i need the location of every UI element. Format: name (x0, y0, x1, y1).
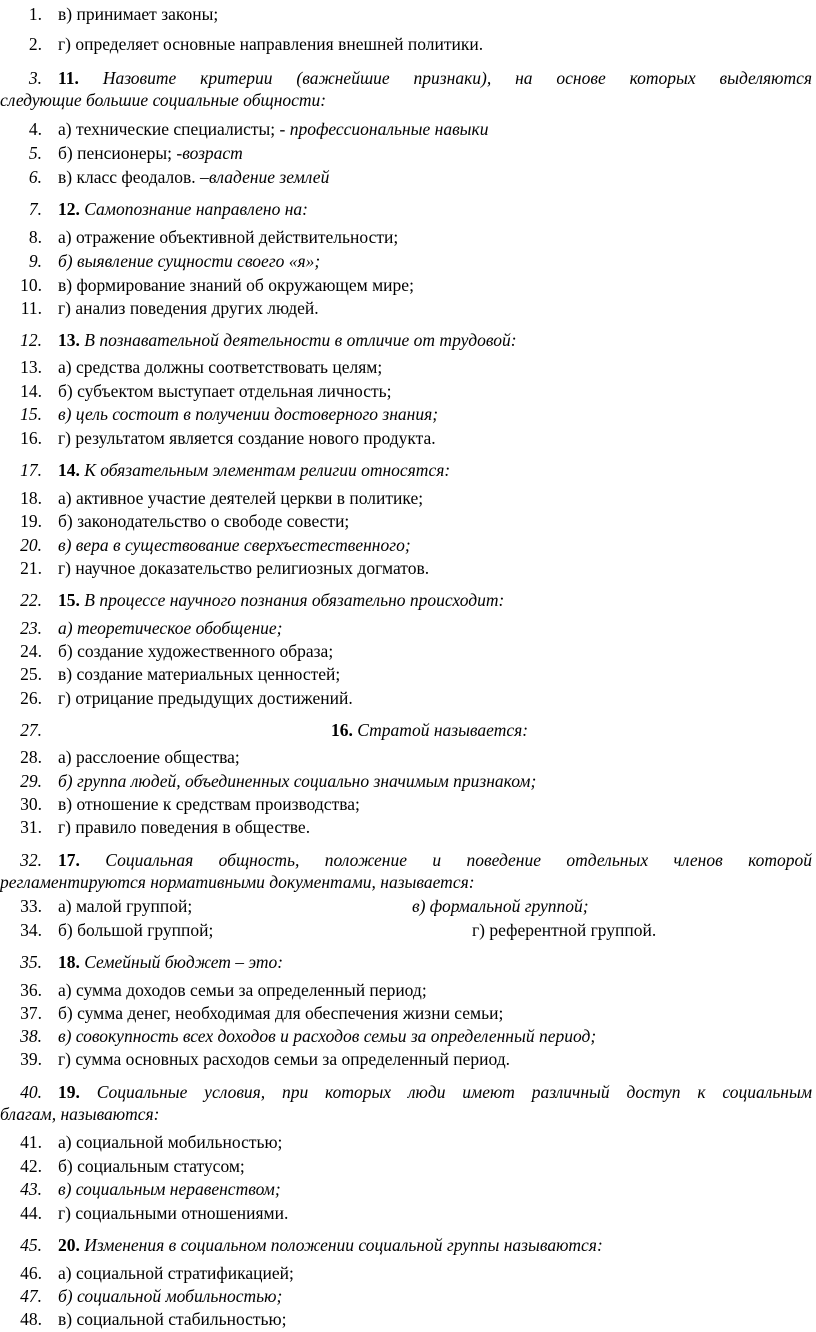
question-heading: 40. 19. Социальные условия, при которых люди имеют различный доступ к социальным благам, называются: (0, 1082, 812, 1124)
question-heading: 32. 17. Социальная общность, положение и поведение отдельных членов которой регламентируются нормативными документами, называется: (0, 850, 813, 892)
document-page: 1. в) принимает законы; 2. г) определяет основные направления внешней политики. 3. 11. Назовите критерии (важнейшие признаки), на основе которых выделяются следующие большие социальные общности: 4. а) технические специалисты; - профессиональные навыки 5. б) пенсионеры; -возраст 6. в) класс феодалов. –владение землей 7. 12. Самопознание направлено на: 8. а) отражение объективной действительности; 9. б) выявление сущности своего «я»; 10. в) формирование знаний об окружающем мире; 11. г) анализ поведения других людей. 12. 13. В познавательной деятельности в отличие от трудовой: 13. а) средства должны соответствовать целям; 14. б) субъектом выступает отдельная личность; 15. в) цель состоит в получении достоверного знания; 16. г) результатом является создание нового продукта. 17. 14. К обязательным элементам религии относятся: 18. а) активное участие деятелей церкви в политике; 19. б) законодательство о свободе совести; 20. в) вера в существование сверхъестественного; 21. г) научное доказательство религиозных догматов. 22. 15. В процессе научного познания обязательно происходит: 23. а) теоретическое обобщение; 24. б) создание художественного образа; 25. в) создание материальных ценностей; 26. г) отрицание предыдущих достижений. 27. 16. Стратой называется: 28. а) расслоение общества; 29. б) группа людей, объединенных социально значимым признаком; 30. в) отношение к средствам производства; 31. г) правило поведения в обществе. 32. 17. Социальная общность, положение и поведение отдельных членов которой регламентируются нормативными документами, называется: 33. а) малой группой; в) формальной группой; 34. б) большой группой; г) референтной группой. 35. 18. Семейный бюджет – это: 36. а) сумма доходов семьи за определенный период; 37. б) сумма денег, необходимая для обеспечения жизни семьи; 38. в) совокупность всех доходов и расходов семьи за определенный период; 39. г) сумма основных расходов семьи за определенный период. 40. 19. Социальные условия, при которых люди имеют различный доступ к социальным благам, называются: 41. а) социальной мобильностью; 42. б) социальным статусом; 43. в) социальным неравенством; 44. г) социальными отношениями. 45. 20. Изменения в социальном положении социальной группы называются: 46. а) социальной стратификацией; 47. б) социальной мобильностью; 48. в) социальной стабильностью; (0, 4, 813, 1329)
question-heading: 3. 11. Назовите критерии (важнейшие признаки), на основе которых выделяются следующие большие социальные общности: (0, 68, 813, 110)
